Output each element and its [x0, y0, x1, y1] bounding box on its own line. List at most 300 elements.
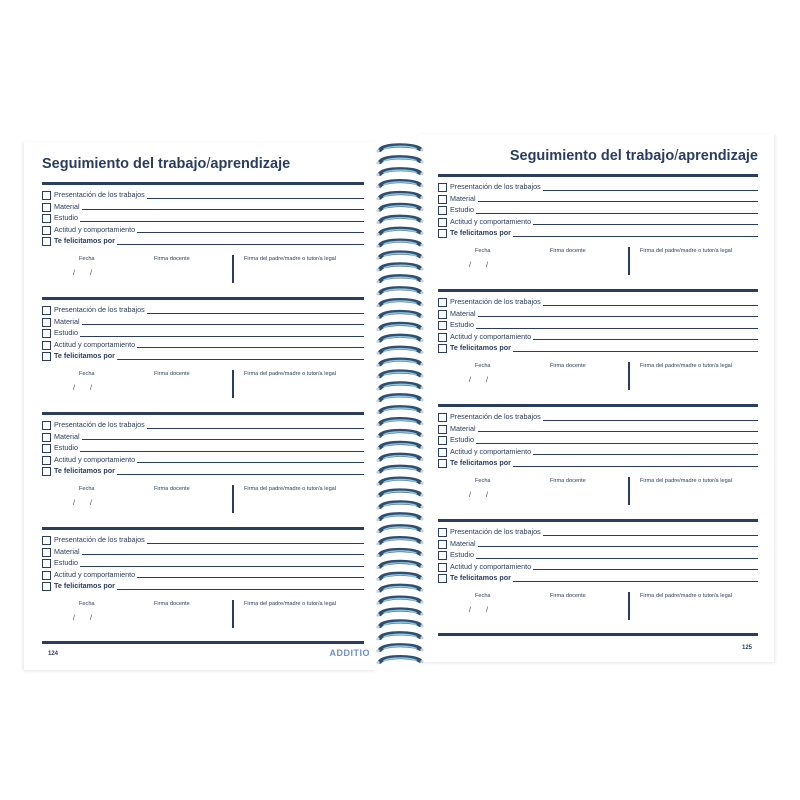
binding-hole — [420, 446, 423, 449]
spiral-coil-highlight — [384, 218, 416, 221]
binding-hole — [420, 279, 423, 282]
fecha-label: Fecha — [79, 370, 95, 377]
evaluation-row — [42, 304, 364, 316]
firma-padre-label: Firma del padre/madre o tutor/a legal — [244, 600, 337, 607]
firma-docente-label: Firma docente — [154, 255, 190, 262]
evaluation-row — [42, 201, 364, 213]
spiral-coil-highlight — [384, 289, 416, 292]
evaluation-label: Material — [450, 308, 476, 318]
bottom-rule — [42, 641, 364, 644]
binding-hole — [420, 160, 423, 163]
date-separator: / — [486, 606, 488, 614]
evaluation-label: Material — [450, 193, 476, 203]
date-separator: / — [90, 269, 92, 277]
spiral-coil-highlight — [384, 622, 416, 625]
felicitamos-label: Te felicitamos por — [54, 351, 115, 360]
evaluation-label: Actitud y comportamiento — [54, 454, 136, 464]
spiral-coil-highlight — [384, 491, 416, 494]
binding-hole — [376, 530, 379, 533]
evaluation-row — [42, 339, 364, 351]
felicitamos-checkbox[interactable] — [438, 344, 447, 353]
evaluation-label: Estudio — [450, 550, 474, 559]
evaluation-label: Presentación de los trabajos — [450, 412, 541, 421]
binding-hole — [376, 518, 379, 521]
evaluation-row — [42, 546, 364, 558]
firma-docente-label: Firma docente — [550, 247, 586, 254]
spiral-coil-highlight — [384, 230, 416, 233]
signature-divider — [232, 370, 234, 398]
binding-hole — [420, 327, 423, 330]
binding-hole — [376, 161, 379, 164]
spiral-binding — [374, 136, 426, 676]
evaluation-row — [42, 224, 364, 236]
evaluation-label: Actitud y comportamiento — [450, 331, 532, 341]
evaluation-checkbox[interactable] — [42, 306, 51, 315]
evaluation-label: Actitud y comportamiento — [54, 224, 136, 234]
evaluation-label: Estudio — [54, 443, 78, 452]
binding-hole — [376, 209, 379, 212]
evaluation-row — [438, 296, 758, 308]
spiral-coil-highlight — [384, 575, 416, 578]
fecha-label: Fecha — [79, 255, 95, 262]
binding-hole — [420, 470, 423, 473]
binding-hole — [420, 291, 423, 294]
evaluation-checkbox[interactable] — [42, 548, 51, 557]
spiral-coil-highlight — [384, 551, 416, 554]
firma-docente-label: Firma docente — [550, 477, 586, 484]
spiral-coil-highlight — [384, 182, 416, 185]
spiral-coil-highlight — [384, 372, 416, 375]
writing-line — [450, 546, 758, 547]
evaluation-checkbox[interactable] — [42, 214, 51, 223]
spiral-coil-highlight — [384, 277, 416, 280]
felicitamos-checkbox[interactable] — [42, 582, 51, 591]
felicitamos-label: Te felicitamos por — [450, 228, 511, 237]
evaluation-row — [438, 549, 758, 561]
evaluation-label: Presentación de los trabajos — [54, 305, 145, 314]
felicitamos-row — [438, 227, 758, 239]
binding-hole — [376, 423, 379, 426]
evaluation-checkbox[interactable] — [438, 540, 447, 549]
felicitamos-label: Te felicitamos por — [450, 458, 511, 467]
spiral-coil-highlight — [384, 396, 416, 399]
binding-hole — [420, 196, 423, 199]
binding-hole — [376, 316, 379, 319]
signature-area — [438, 354, 758, 394]
spiral-coil-highlight — [384, 432, 416, 435]
writing-line — [450, 443, 758, 444]
evaluation-row — [42, 431, 364, 443]
binding-hole — [376, 149, 379, 152]
binding-hole — [376, 173, 379, 176]
evaluation-label: Material — [450, 423, 476, 433]
binding-hole — [376, 637, 379, 640]
evaluation-checkbox[interactable] — [438, 425, 447, 434]
signature-divider — [232, 600, 234, 628]
felicitamos-checkbox[interactable] — [438, 229, 447, 238]
date-separator: / — [90, 499, 92, 507]
evaluation-checkbox[interactable] — [42, 433, 51, 442]
binding-hole — [420, 601, 423, 604]
evaluation-row — [438, 538, 758, 550]
binding-hole — [420, 315, 423, 318]
evaluation-row — [42, 316, 364, 328]
evaluation-row — [438, 181, 758, 193]
evaluation-checkbox[interactable] — [438, 528, 447, 537]
binding-hole — [420, 648, 423, 651]
evaluation-label: Material — [54, 431, 80, 441]
spiral-coil-highlight — [384, 599, 416, 602]
tracking-block-2 — [42, 297, 364, 402]
binding-hole — [376, 435, 379, 438]
spiral-coil-highlight — [384, 587, 416, 590]
felicitamos-label: Te felicitamos por — [54, 236, 115, 245]
signature-divider — [628, 592, 630, 620]
felicitamos-label: Te felicitamos por — [54, 581, 115, 590]
binding-hole — [420, 529, 423, 532]
evaluation-row — [42, 189, 364, 201]
binding-hole — [376, 399, 379, 402]
binding-hole — [420, 220, 423, 223]
evaluation-checkbox[interactable] — [42, 341, 51, 350]
writing-line — [54, 221, 364, 222]
firma-docente-label: Firma docente — [154, 600, 190, 607]
right-page — [418, 134, 774, 662]
felicitamos-label: Te felicitamos por — [54, 466, 115, 475]
spiral-coil-highlight — [384, 646, 416, 649]
firma-docente-label: Firma docente — [550, 592, 586, 599]
binding-hole — [420, 613, 423, 616]
binding-hole — [420, 244, 423, 247]
felicitamos-row — [42, 350, 364, 362]
binding-hole — [376, 280, 379, 283]
left-page — [24, 142, 376, 670]
evaluation-checkbox[interactable] — [42, 536, 51, 545]
evaluation-row — [42, 212, 364, 224]
spiral-coil-highlight — [384, 158, 416, 161]
evaluation-label: Actitud y comportamiento — [450, 561, 532, 571]
evaluation-row — [42, 569, 364, 581]
binding-hole — [376, 602, 379, 605]
evaluation-label: Actitud y comportamiento — [54, 569, 136, 579]
page-title: Seguimiento del trabajo/aprendizaje — [509, 148, 758, 164]
writing-line — [450, 431, 758, 432]
binding-hole — [376, 411, 379, 414]
evaluation-row — [438, 411, 758, 423]
bottom-rule — [438, 633, 758, 636]
fecha-label: Fecha — [475, 477, 491, 484]
evaluation-label: Actitud y comportamiento — [54, 339, 136, 349]
firma-padre-label: Firma del padre/madre o tutor/a legal — [640, 592, 733, 599]
binding-hole — [420, 505, 423, 508]
evaluation-checkbox[interactable] — [42, 329, 51, 338]
binding-hole — [420, 565, 423, 568]
binding-hole — [420, 422, 423, 425]
evaluation-row — [438, 423, 758, 435]
binding-hole — [420, 351, 423, 354]
evaluation-row — [438, 308, 758, 320]
evaluation-row — [42, 419, 364, 431]
fecha-label: Fecha — [79, 485, 95, 492]
binding-hole — [376, 340, 379, 343]
spiral-coil-highlight — [384, 325, 416, 328]
evaluation-label: Actitud y comportamiento — [450, 446, 532, 456]
tracking-block-3 — [42, 412, 364, 517]
firma-padre-label: Firma del padre/madre o tutor/a legal — [640, 477, 733, 484]
evaluation-checkbox[interactable] — [42, 318, 51, 327]
tracking-block-4 — [438, 519, 758, 624]
signature-divider — [628, 247, 630, 275]
evaluation-checkbox[interactable] — [42, 571, 51, 580]
binding-hole — [376, 197, 379, 200]
date-separator: / — [73, 384, 75, 392]
firma-padre-label: Firma del padre/madre o tutor/a legal — [640, 247, 733, 254]
felicitamos-label: Te felicitamos por — [450, 573, 511, 582]
evaluation-checkbox[interactable] — [438, 206, 447, 215]
date-separator: / — [73, 614, 75, 622]
felicitamos-label: Te felicitamos por — [450, 343, 511, 352]
spiral-coil-highlight — [384, 456, 416, 459]
spiral-coil-highlight — [384, 242, 416, 245]
evaluation-row — [42, 557, 364, 569]
evaluation-checkbox[interactable] — [438, 321, 447, 330]
evaluation-checkbox[interactable] — [438, 333, 447, 342]
evaluation-row — [438, 561, 758, 573]
spiral-coil-highlight — [384, 658, 416, 661]
page-title: Seguimiento del trabajo/aprendizaje — [42, 156, 291, 172]
firma-padre-label: Firma del padre/madre o tutor/a legal — [640, 362, 733, 369]
felicitamos-checkbox[interactable] — [438, 574, 447, 583]
fecha-label: Fecha — [475, 362, 491, 369]
binding-hole — [376, 245, 379, 248]
writing-line — [450, 328, 758, 329]
spiral-coil-highlight — [384, 146, 416, 149]
evaluation-checkbox[interactable] — [438, 413, 447, 422]
binding-hole — [376, 542, 379, 545]
binding-hole — [420, 577, 423, 580]
binding-hole — [376, 625, 379, 628]
date-separator: / — [73, 269, 75, 277]
signature-area — [42, 477, 364, 517]
binding-hole — [376, 304, 379, 307]
date-separator: / — [469, 376, 471, 384]
binding-hole — [420, 339, 423, 342]
binding-hole — [420, 494, 423, 497]
spiral-coil-highlight — [384, 170, 416, 173]
evaluation-checkbox[interactable] — [438, 183, 447, 192]
date-separator: / — [90, 384, 92, 392]
binding-hole — [420, 232, 423, 235]
binding-hole — [376, 268, 379, 271]
binding-hole — [420, 363, 423, 366]
signature-area — [42, 247, 364, 287]
spiral-coil-highlight — [384, 408, 416, 411]
evaluation-row — [438, 446, 758, 458]
evaluation-checkbox[interactable] — [438, 298, 447, 307]
binding-hole — [420, 458, 423, 461]
spiral-coil-highlight — [384, 480, 416, 483]
evaluation-row — [42, 442, 364, 454]
binding-hole — [420, 267, 423, 270]
date-separator: / — [486, 261, 488, 269]
evaluation-label: Estudio — [54, 558, 78, 567]
binding-hole — [420, 398, 423, 401]
signature-divider — [628, 477, 630, 505]
evaluation-label: Presentación de los trabajos — [450, 182, 541, 191]
spiral-coil-highlight — [384, 503, 416, 506]
evaluation-row — [438, 434, 758, 446]
signature-area — [42, 592, 364, 632]
firma-padre-label: Firma del padre/madre o tutor/a legal — [244, 255, 337, 262]
evaluation-checkbox[interactable] — [438, 195, 447, 204]
evaluation-checkbox[interactable] — [42, 444, 51, 453]
binding-hole — [376, 578, 379, 581]
binding-hole — [376, 328, 379, 331]
evaluation-checkbox[interactable] — [42, 559, 51, 568]
evaluation-label: Actitud y comportamiento — [450, 216, 532, 226]
spiral-coil-highlight — [384, 349, 416, 352]
spiral-coil-highlight — [384, 610, 416, 613]
evaluation-row — [438, 193, 758, 205]
binding-hole — [376, 364, 379, 367]
signature-area — [438, 239, 758, 279]
binding-hole — [376, 554, 379, 557]
writing-line — [450, 201, 758, 202]
evaluation-row — [42, 327, 364, 339]
spiral-coil-highlight — [384, 194, 416, 197]
writing-line — [54, 439, 364, 440]
felicitamos-checkbox[interactable] — [438, 459, 447, 468]
date-separator: / — [469, 261, 471, 269]
evaluation-checkbox[interactable] — [438, 551, 447, 560]
signature-divider — [232, 485, 234, 513]
binding-hole — [420, 410, 423, 413]
binding-hole — [376, 506, 379, 509]
writing-line — [54, 554, 364, 555]
spiral-coil-highlight — [384, 539, 416, 542]
spiral-coil-highlight — [384, 563, 416, 566]
writing-line — [54, 336, 364, 337]
evaluation-row — [438, 331, 758, 343]
date-separator: / — [469, 491, 471, 499]
evaluation-label: Estudio — [450, 205, 474, 214]
evaluation-label: Estudio — [450, 320, 474, 329]
evaluation-checkbox[interactable] — [438, 436, 447, 445]
binding-hole — [376, 495, 379, 498]
binding-hole — [420, 624, 423, 627]
binding-hole — [420, 375, 423, 378]
evaluation-checkbox[interactable] — [42, 421, 51, 430]
firma-docente-label: Firma docente — [154, 370, 190, 377]
felicitamos-checkbox[interactable] — [42, 237, 51, 246]
binding-hole — [376, 352, 379, 355]
evaluation-row — [42, 454, 364, 466]
evaluation-row — [438, 204, 758, 216]
signature-area — [438, 584, 758, 624]
signature-divider — [628, 362, 630, 390]
firma-docente-label: Firma docente — [550, 362, 586, 369]
felicitamos-checkbox[interactable] — [42, 467, 51, 476]
evaluation-checkbox[interactable] — [42, 191, 51, 200]
binding-hole — [376, 661, 379, 664]
writing-line — [450, 316, 758, 317]
evaluation-label: Estudio — [450, 435, 474, 444]
evaluation-checkbox[interactable] — [438, 218, 447, 227]
felicitamos-row — [438, 342, 758, 354]
date-separator: / — [90, 614, 92, 622]
evaluation-label: Presentación de los trabajos — [450, 527, 541, 536]
date-separator: / — [469, 606, 471, 614]
binding-hole — [376, 233, 379, 236]
evaluation-label: Estudio — [54, 213, 78, 222]
binding-hole — [376, 185, 379, 188]
spiral-coil-highlight — [384, 301, 416, 304]
signature-divider — [232, 255, 234, 283]
binding-hole — [420, 660, 423, 663]
date-separator: / — [486, 491, 488, 499]
binding-hole — [420, 172, 423, 175]
date-separator: / — [486, 376, 488, 384]
firma-padre-label: Firma del padre/madre o tutor/a legal — [244, 485, 337, 492]
felicitamos-checkbox[interactable] — [42, 352, 51, 361]
fecha-label: Fecha — [475, 592, 491, 599]
page-number: 125 — [741, 645, 752, 651]
spiral-coil-highlight — [384, 337, 416, 340]
evaluation-label: Presentación de los trabajos — [54, 535, 145, 544]
binding-hole — [376, 590, 379, 593]
binding-hole — [376, 471, 379, 474]
binding-hole — [376, 257, 379, 260]
evaluation-row — [438, 319, 758, 331]
felicitamos-row — [42, 465, 364, 477]
evaluation-checkbox[interactable] — [42, 226, 51, 235]
evaluation-label: Presentación de los trabajos — [450, 297, 541, 306]
binding-hole — [420, 541, 423, 544]
date-separator: / — [73, 499, 75, 507]
evaluation-checkbox[interactable] — [438, 310, 447, 319]
evaluation-checkbox[interactable] — [42, 203, 51, 212]
firma-docente-label: Firma docente — [154, 485, 190, 492]
brand-logo: ADDITIO — [329, 648, 370, 658]
binding-hole — [376, 292, 379, 295]
tracking-block-1 — [42, 182, 364, 287]
binding-hole — [420, 148, 423, 151]
page-number: 124 — [48, 651, 59, 657]
fecha-label: Fecha — [475, 247, 491, 254]
evaluation-row — [438, 526, 758, 538]
evaluation-checkbox[interactable] — [438, 448, 447, 457]
writing-line — [450, 213, 758, 214]
binding-hole — [376, 614, 379, 617]
binding-hole — [420, 517, 423, 520]
spiral-coil-highlight — [384, 206, 416, 209]
evaluation-checkbox[interactable] — [438, 563, 447, 572]
tracking-block-3 — [438, 404, 758, 509]
evaluation-checkbox[interactable] — [42, 456, 51, 465]
spiral-coil-highlight — [384, 420, 416, 423]
evaluation-label: Presentación de los trabajos — [54, 190, 145, 199]
felicitamos-row — [438, 457, 758, 469]
writing-line — [54, 451, 364, 452]
signature-area — [438, 469, 758, 509]
binding-hole — [420, 184, 423, 187]
binding-hole — [376, 566, 379, 569]
binding-hole — [376, 221, 379, 224]
writing-line — [54, 209, 364, 210]
binding-hole — [376, 376, 379, 379]
writing-line — [54, 566, 364, 567]
binding-hole — [376, 649, 379, 652]
